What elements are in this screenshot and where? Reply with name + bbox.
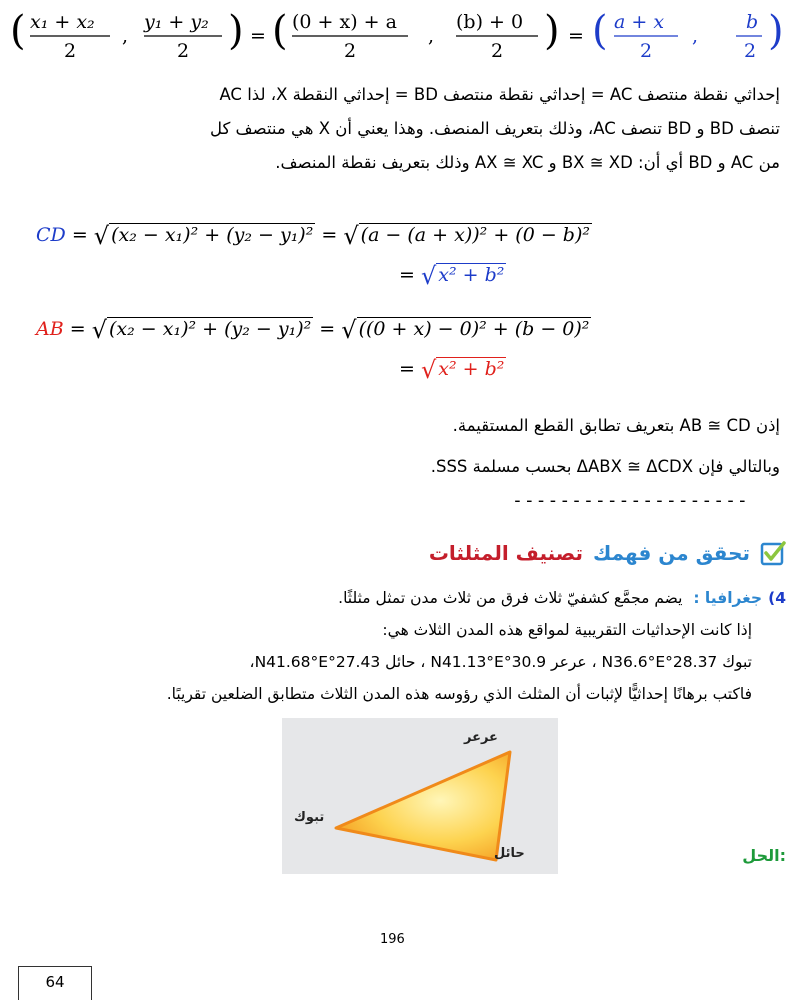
problem-line: فاكتب برهانًا إحداثيًّا لإثبات أن المثلث الذي رؤوسه هذه المدن الثلاث متطابق الضلعين تقريبًا. (166, 685, 752, 703)
ab-result: x² + b² (438, 358, 505, 380)
ab-label: AB (36, 318, 64, 340)
cd-substitution: (a − (a + x))² + (0 − b)² (360, 224, 590, 246)
paragraph-line: تنصف BD و BD تنصف AC، وذلك بتعريف المنصف. وهذا يعني أن X هي منتصف كل (209, 119, 780, 138)
conclusion-congruent-segments: إذن AB ≅ CD بتعريف تطابق القطع المستقيمة. (452, 416, 780, 435)
problem-number: 4) (768, 589, 786, 607)
triangle-shape (336, 752, 510, 860)
frac3-num: (0 + x) + a (292, 11, 397, 33)
problem-line: تبوك 28.37°N36.6°E ، عرعر 30.9°N41.13°E ، حائل 27.43°N41.68°E، (249, 653, 752, 671)
page-number: 196 (380, 932, 405, 947)
paragraph-line: من AC و BD أي أن: BX ≅ XD و AX ≅ XC وذلك بتعريف نقطة المنصف. (275, 153, 780, 172)
paragraph-line: إحداثي نقطة منتصف AC = إحداثي نقطة منتصف BD = إحداثي النقطة X، لذا AC (219, 85, 780, 104)
section-divider: -------------------- (512, 490, 749, 511)
frac2-num: y₁ + y₂ (144, 11, 209, 33)
svg-text:,: , (428, 25, 435, 47)
svg-text:(: ( (272, 8, 288, 54)
checkbox-icon (760, 540, 786, 566)
svg-text:=: = (250, 25, 266, 47)
frac3-den: 2 (344, 40, 357, 62)
cd-result: x² + b² (438, 264, 505, 286)
header-primary: تحقق من فهمك (593, 541, 750, 565)
frac6-den: 2 (744, 40, 757, 62)
cd-formula: (x₂ − x₁)² + (y₂ − y₁)² (111, 224, 314, 246)
frac4-den: 2 (491, 40, 504, 62)
header-secondary: تصنيف المثلثات (428, 541, 584, 565)
city-label-hail: حائل (494, 846, 525, 861)
svg-text:): ) (228, 8, 244, 54)
city-label-tabuk: تبوك (294, 810, 325, 825)
svg-text:=: = (568, 25, 584, 47)
midpoint-equation (10, 6, 795, 62)
frac5-den: 2 (640, 40, 653, 62)
frac2-den: 2 (177, 40, 190, 62)
svg-text:(: ( (592, 8, 608, 54)
solution-label: الحل: (742, 846, 786, 865)
frac5-num: a + x (614, 11, 665, 33)
svg-text:): ) (544, 8, 560, 54)
check-understanding-header (429, 536, 786, 570)
frac4-num: (b) + 0 (456, 11, 524, 33)
svg-text:,: , (122, 25, 129, 47)
problem-line (0, 582, 786, 614)
problem-4 (0, 582, 786, 710)
svg-text:(: ( (10, 8, 26, 54)
cd-result-line: = √ x² + b² (399, 262, 505, 290)
problem-topic: جغرافيا : (693, 589, 763, 607)
midpoint-paragraph (10, 78, 780, 180)
frac1-den: 2 (64, 40, 77, 62)
ab-substitution: ((0 + x) − 0)² + (b − 0)² (358, 318, 590, 340)
city-label-arar: عرعر (464, 730, 498, 745)
frac6-num: b (746, 11, 759, 33)
problem-text: يضم مجمَّع كشفيّ ثلاث فرق من ثلاث مدن تمثل مثلثًا. (338, 589, 683, 607)
ab-formula: (x₂ − x₁)² + (y₂ − y₁)² (109, 318, 312, 340)
svg-text:,: , (692, 25, 699, 47)
ab-result-line: = √ x² + b² (399, 356, 505, 384)
cd-distance-equation: CD = √ (x₂ − x₁)² + (y₂ − y₁)² = √ (a − (a + x))² + (0 − b)² (36, 222, 590, 250)
triangle-map (282, 718, 558, 874)
cd-label: CD (36, 224, 66, 246)
ab-distance-equation: AB = √ (x₂ − x₁)² + (y₂ − y₁)² = √ ((0 + x) − 0)² + (b − 0)² (36, 316, 590, 344)
frac1-num: x₁ + x₂ (30, 11, 95, 33)
problem-line: إذا كانت الإحداثيات التقريبية لمواقع هذه المدن الثلاث هي: (382, 621, 752, 639)
svg-text:): ) (768, 8, 784, 54)
page-number-box: 64 (18, 966, 92, 1000)
conclusion-sss: وبالتالي فإن ΔABX ≅ ΔCDX بحسب مسلمة SSS. (430, 457, 780, 476)
